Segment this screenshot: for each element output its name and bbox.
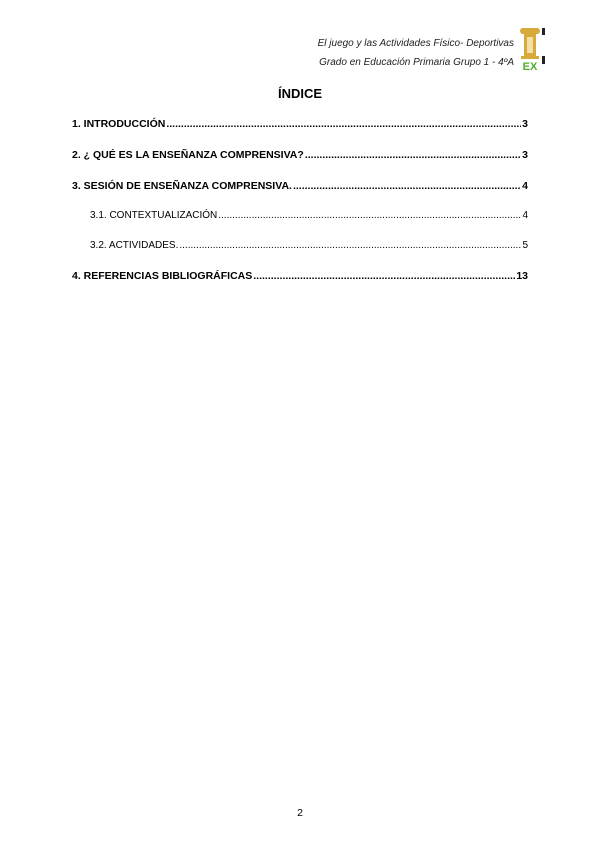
toc-leader (179, 240, 521, 251)
toc-entry[interactable] (72, 149, 528, 161)
toc-entry-page: 13 (516, 270, 528, 282)
table-of-contents (72, 118, 528, 282)
toc-entry-page: 3 (522, 118, 528, 130)
toc-subentry[interactable] (72, 210, 528, 221)
toc-leader (218, 210, 521, 221)
toc-entry-page: 4 (522, 180, 528, 192)
toc-entry-label: 3. SESIÓN DE ENSEÑANZA COMPRENSIVA. (72, 180, 292, 192)
logo-ex-text: EX (522, 61, 538, 72)
toc-entry-label: 4. REFERENCIAS BIBLIOGRÁFICAS (72, 270, 253, 282)
header-group-info: Grado en Educación Primaria Grupo 1 - 4ºA (319, 57, 514, 68)
toc-subentry[interactable] (72, 240, 528, 251)
toc-entry-page: 5 (522, 240, 528, 251)
toc-entry-label: 1. INTRODUCCIÓN (72, 118, 166, 130)
toc-leader (305, 149, 521, 161)
header-course-title: El juego y las Actividades Físico- Deportivas (317, 38, 514, 49)
toc-leader (166, 118, 521, 130)
index-title: ÍNDICE (277, 86, 323, 101)
toc-entry[interactable] (72, 118, 528, 130)
toc-leader (293, 180, 521, 192)
toc-entry-label: 3.2. ACTIVIDADES. (90, 240, 179, 251)
page-number: 2 (297, 807, 303, 819)
page-header (318, 34, 514, 72)
toc-entry-page: 4 (522, 210, 528, 221)
toc-entry[interactable] (72, 270, 528, 282)
toc-leader (253, 270, 515, 282)
toc-entry-page: 3 (522, 149, 528, 161)
toc-entry-label: 2. ¿ QUÉ ES LA ENSEÑANZA COMPRENSIVA? (72, 149, 304, 161)
toc-entry[interactable] (72, 180, 528, 192)
university-logo (518, 26, 550, 72)
toc-entry-label: 3.1. CONTEXTUALIZACIÓN (90, 210, 218, 221)
